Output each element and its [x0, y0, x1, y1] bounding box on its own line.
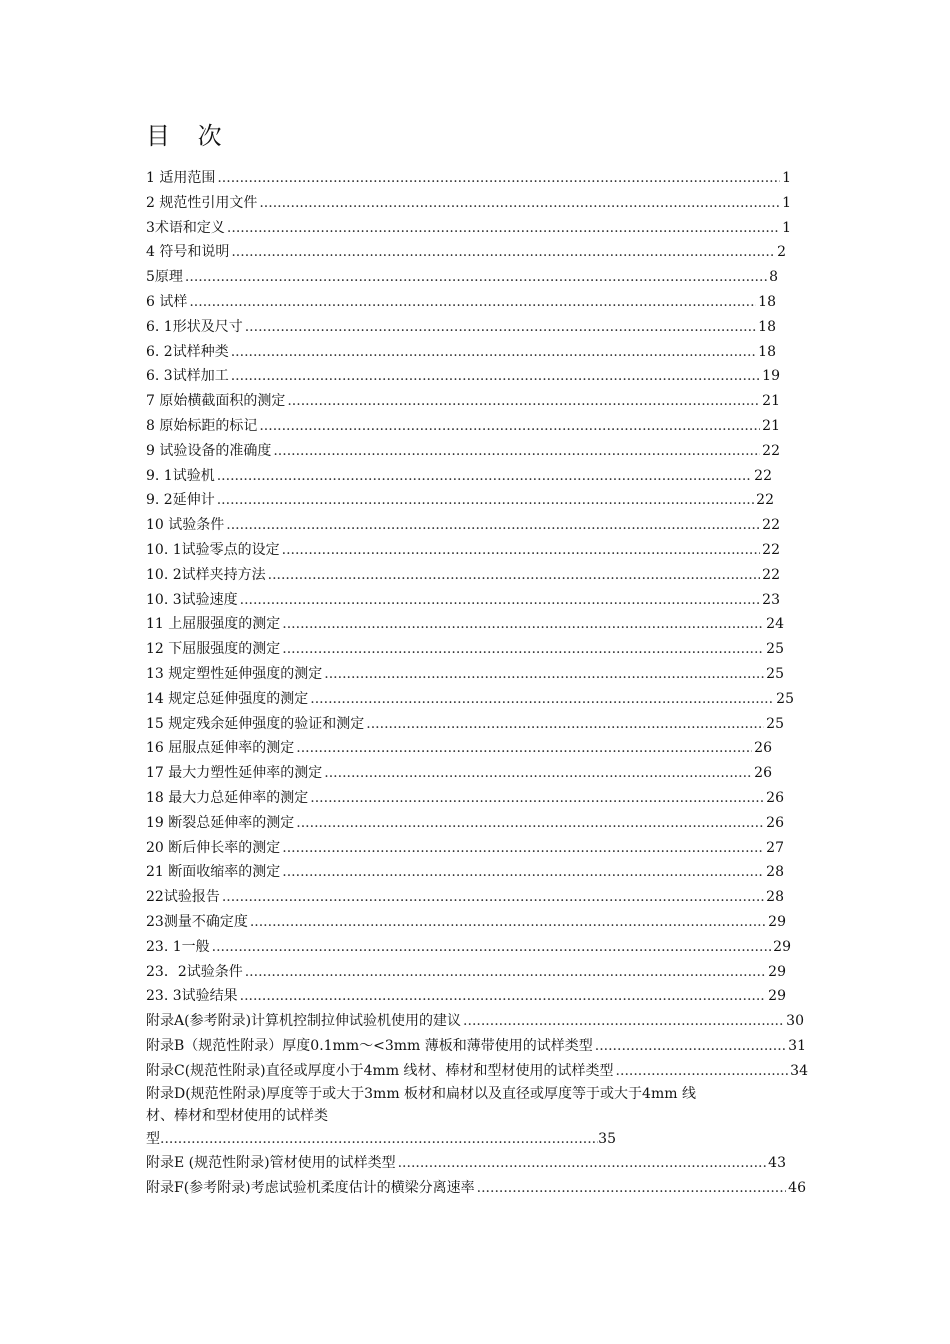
toc-entry[interactable]	[146, 464, 772, 489]
toc-entry-page: 22	[762, 442, 780, 459]
toc-entry-page: 26	[754, 740, 772, 757]
toc-entry[interactable]	[146, 488, 774, 513]
toc-entry[interactable]	[146, 984, 786, 1009]
toc-entry-page: 29	[768, 963, 786, 980]
toc-entry[interactable]	[146, 960, 786, 985]
toc-entry-page: 18	[758, 293, 776, 310]
toc-entry-page: 2	[777, 244, 786, 261]
toc-entry-appendix-d-line1[interactable]: 附录D(规范性附录)厚度等于或大于3mm 板材和扁材以及直径或厚度等于或大于4mm 线	[146, 1086, 696, 1103]
dot-leader	[245, 315, 756, 340]
toc-entry-page: 26	[754, 765, 772, 782]
dot-leader	[595, 1034, 786, 1059]
toc-entry-label: 18 最大力总延伸率的测定	[146, 789, 309, 806]
toc-entry-page: 25	[766, 641, 784, 658]
toc-entry-page: 23	[762, 591, 780, 608]
dot-leader	[310, 786, 764, 811]
toc-entry-page: 22	[756, 492, 774, 509]
toc-entry[interactable]	[146, 166, 791, 191]
toc-entry[interactable]	[146, 389, 780, 414]
toc-entry-page: 27	[766, 839, 784, 856]
toc-entry-label: 10 试验条件	[146, 517, 225, 534]
toc-entry-label: 21 断面收缩率的测定	[146, 864, 281, 881]
toc-entry-label: 9. 2延伸计	[146, 492, 215, 509]
toc-entry[interactable]	[146, 563, 780, 588]
toc-entry-page: 24	[766, 616, 784, 633]
toc-entry[interactable]	[146, 885, 784, 910]
toc-entry-page: 29	[768, 913, 786, 930]
toc-entry-appendix-d-line2[interactable]: 材、棒材和型材使用的试样类	[146, 1108, 328, 1125]
toc-entry-label: 6. 2试样种类	[146, 343, 229, 360]
toc-entry-label: 型	[146, 1131, 160, 1148]
dot-leader	[189, 290, 756, 315]
dot-leader	[217, 488, 754, 513]
toc-entry[interactable]	[146, 216, 791, 241]
toc-entry-label: 6 试样	[146, 293, 188, 310]
dot-leader	[616, 1059, 789, 1084]
toc-entry-label: 6. 1形状及尺寸	[146, 318, 243, 335]
toc-entry[interactable]	[146, 290, 776, 315]
toc-entry-label: 6. 3试样加工	[146, 368, 229, 385]
dot-leader	[282, 538, 761, 563]
toc-entry-page: 28	[766, 889, 784, 906]
toc-entry-page: 1	[782, 219, 791, 236]
dot-leader	[160, 1127, 598, 1151]
toc-entry-label: 附录B（规范性附录）厚度0.1mm～<3mm 薄板和薄带使用的试样类型	[146, 1037, 593, 1054]
dot-leader	[222, 885, 764, 910]
toc-entry-label: 9 试验设备的准确度	[146, 442, 272, 459]
dot-leader	[273, 439, 760, 464]
toc-entry[interactable]	[146, 588, 780, 613]
toc-entry-page: 22	[754, 467, 772, 484]
toc-entry-page: 18	[758, 343, 776, 360]
dot-leader	[227, 216, 780, 241]
toc-entry[interactable]	[146, 860, 784, 885]
dot-leader	[268, 563, 761, 588]
toc-entry[interactable]	[146, 191, 791, 216]
toc-entry-page: 46	[788, 1180, 806, 1197]
toc-entry[interactable]	[146, 935, 791, 960]
toc-entry-page: 26	[766, 789, 784, 806]
toc-entry[interactable]	[146, 662, 784, 687]
toc-entry-label: 23测量不确定度	[146, 913, 248, 930]
toc-entry-label: 3术语和定义	[146, 219, 225, 236]
dot-leader	[398, 1151, 767, 1176]
toc-entry[interactable]	[146, 1034, 806, 1059]
dot-leader	[287, 389, 760, 414]
toc-entry-label: 20 断后伸长率的测定	[146, 839, 281, 856]
toc-entry-appendix-d-line3[interactable]	[146, 1127, 616, 1151]
toc-entry-page: 25	[766, 715, 784, 732]
toc-entry[interactable]	[146, 836, 784, 861]
toc-entry[interactable]	[146, 910, 786, 935]
toc-entry-page: 30	[786, 1013, 804, 1030]
dot-leader	[296, 811, 764, 836]
dot-leader	[282, 836, 764, 861]
dot-leader	[212, 935, 772, 960]
toc-entry[interactable]	[146, 439, 780, 464]
toc-entry-label: 12 下屈服强度的测定	[146, 641, 281, 658]
toc-entry[interactable]	[146, 1151, 786, 1176]
toc-entry-page: 29	[773, 938, 791, 955]
dot-leader	[366, 712, 764, 737]
toc-entry-page: 43	[768, 1155, 786, 1172]
dot-leader	[240, 984, 767, 1009]
dot-leader	[231, 240, 775, 265]
toc-entry[interactable]	[146, 340, 776, 365]
toc-entry-label: 23. 1一般	[146, 938, 210, 955]
toc-entry-page: 21	[762, 393, 780, 410]
toc-entry-label: 15 规定残余延伸强度的验证和测定	[146, 715, 365, 732]
dot-leader	[231, 340, 756, 365]
toc-entry-label: 7 原始横截面积的测定	[146, 393, 286, 410]
dot-leader	[245, 960, 766, 985]
toc-entry[interactable]	[146, 786, 784, 811]
toc-entry-label: 14 规定总延伸强度的测定	[146, 690, 309, 707]
dot-leader	[324, 662, 764, 687]
toc-entry-label: 10. 1试验零点的设定	[146, 541, 280, 558]
toc-entry-page: 22	[762, 566, 780, 583]
dot-leader	[282, 612, 764, 637]
toc-entry[interactable]	[146, 712, 784, 737]
page-title: 目 次	[146, 122, 232, 150]
dot-leader	[226, 513, 760, 538]
toc-entry[interactable]	[146, 315, 776, 340]
toc-entry[interactable]	[146, 513, 780, 538]
toc-entry-label: 11 上屈服强度的测定	[146, 616, 281, 633]
toc-entry[interactable]	[146, 1176, 806, 1201]
toc-entry-label: 9. 1试验机	[146, 467, 215, 484]
toc-entry-page: 22	[762, 517, 780, 534]
toc-entry-label: 4 符号和说明	[146, 244, 230, 261]
table-of-contents	[146, 166, 806, 1201]
toc-entry[interactable]	[146, 240, 786, 265]
toc-entry-label: 17 最大力塑性延伸率的测定	[146, 765, 323, 782]
toc-entry-page: 1	[782, 194, 791, 211]
toc-entry[interactable]	[146, 811, 784, 836]
toc-entry-label: 10. 3试验速度	[146, 591, 238, 608]
toc-entry[interactable]	[146, 637, 784, 662]
toc-entry-page: 35	[598, 1131, 616, 1148]
toc-entry-page: 21	[762, 417, 780, 434]
dot-leader	[185, 265, 767, 290]
toc-entry-page: 26	[766, 814, 784, 831]
toc-entry[interactable]	[146, 414, 780, 439]
toc-entry-label: 附录A(参考附录)计算机控制拉伸试验机使用的建议	[146, 1013, 462, 1030]
dot-leader	[282, 637, 764, 662]
toc-entry-label: 附录E (规范性附录)管材使用的试样类型	[146, 1155, 396, 1172]
toc-entry-label: 1 适用范围	[146, 170, 216, 186]
toc-entry-page: 31	[788, 1037, 806, 1054]
toc-entry[interactable]	[146, 1009, 804, 1034]
toc-entry-page: 25	[766, 665, 784, 682]
dot-leader	[217, 166, 780, 191]
toc-entry-page: 8	[769, 269, 778, 286]
toc-entry[interactable]	[146, 364, 780, 389]
toc-entry-label: 13 规定塑性延伸强度的测定	[146, 665, 323, 682]
toc-entry-label: 22试验报告	[146, 889, 220, 906]
toc-entry-page: 18	[758, 318, 776, 335]
toc-entry[interactable]	[146, 761, 772, 786]
toc-entry-page: 22	[762, 541, 780, 558]
toc-entry-label: 23. 3试验结果	[146, 988, 238, 1005]
dot-leader	[310, 687, 774, 712]
dot-leader	[217, 464, 752, 489]
toc-entry-label: 8 原始标距的标记	[146, 417, 258, 434]
toc-entry-page: 29	[768, 988, 786, 1005]
toc-entry[interactable]	[146, 736, 772, 761]
dot-leader	[477, 1176, 787, 1201]
dot-leader	[282, 860, 764, 885]
dot-leader	[240, 588, 761, 613]
toc-entry-label: 5原理	[146, 269, 183, 286]
toc-entry-label: 16 屈服点延伸率的测定	[146, 740, 295, 757]
toc-entry[interactable]	[146, 612, 784, 637]
toc-entry-label: 附录F(参考附录)考虑试验机柔度估计的横梁分离速率	[146, 1180, 475, 1197]
toc-entry-page: 25	[776, 690, 794, 707]
dot-leader	[259, 191, 780, 216]
toc-entry[interactable]	[146, 687, 794, 712]
toc-entry-label: 10. 2试样夹持方法	[146, 566, 266, 583]
toc-entry[interactable]	[146, 538, 780, 563]
toc-entry-page: 1	[782, 170, 791, 186]
toc-entry-page: 34	[790, 1062, 808, 1079]
toc-entry-label: 23．2试验条件	[146, 963, 243, 980]
toc-entry-page: 19	[762, 368, 780, 385]
toc-entry[interactable]	[146, 1059, 808, 1084]
toc-entry-label: 19 断裂总延伸率的测定	[146, 814, 295, 831]
dot-leader	[463, 1009, 784, 1034]
dot-leader	[259, 414, 760, 439]
toc-entry-page: 28	[766, 864, 784, 881]
toc-entry[interactable]	[146, 265, 778, 290]
dot-leader	[296, 736, 752, 761]
toc-entry-label: 附录C(规范性附录)直径或厚度小于4mm 线材、棒材和型材使用的试样类型	[146, 1062, 614, 1079]
dot-leader	[231, 364, 760, 389]
toc-entry-label: 2 规范性引用文件	[146, 194, 258, 211]
dot-leader	[324, 761, 752, 786]
dot-leader	[250, 910, 766, 935]
